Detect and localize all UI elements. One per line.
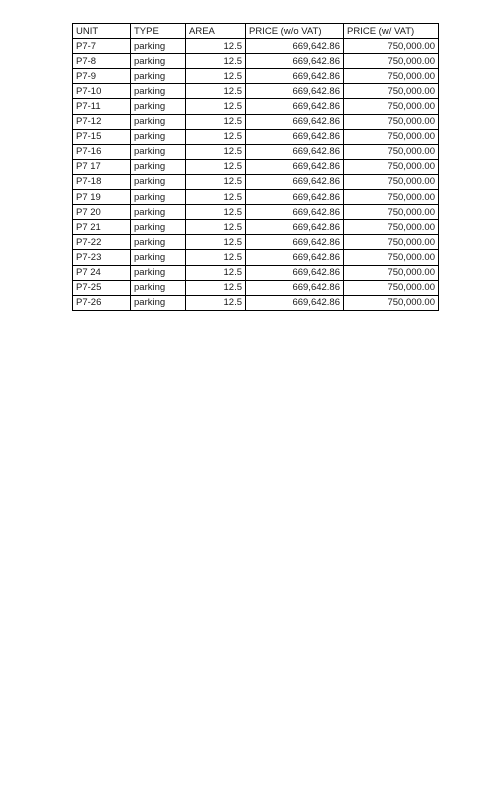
area-cell: 12.5	[186, 159, 246, 174]
type-cell: parking	[131, 265, 186, 280]
area-cell: 12.5	[186, 280, 246, 295]
area-cell: 12.5	[186, 190, 246, 205]
unit-cell: P7-25	[73, 280, 131, 295]
type-cell: parking	[131, 39, 186, 54]
price-without-vat-cell: 669,642.86	[246, 295, 344, 310]
table-row	[73, 280, 439, 295]
price-without-vat-cell: 669,642.86	[246, 114, 344, 129]
unit-cell: P7-23	[73, 250, 131, 265]
table-row	[73, 295, 439, 310]
area-cell: 12.5	[186, 250, 246, 265]
price-without-vat-cell: 669,642.86	[246, 84, 344, 99]
price-with-vat-cell: 750,000.00	[344, 280, 439, 295]
header-unit: UNIT	[73, 24, 131, 39]
area-cell: 12.5	[186, 54, 246, 69]
price-with-vat-cell: 750,000.00	[344, 205, 439, 220]
unit-cell: P7-9	[73, 69, 131, 84]
type-cell: parking	[131, 99, 186, 114]
area-cell: 12.5	[186, 129, 246, 144]
price-with-vat-cell: 750,000.00	[344, 220, 439, 235]
table-row	[73, 114, 439, 129]
type-cell: parking	[131, 205, 186, 220]
type-cell: parking	[131, 114, 186, 129]
table-row	[73, 250, 439, 265]
price-without-vat-cell: 669,642.86	[246, 205, 344, 220]
type-cell: parking	[131, 84, 186, 99]
unit-cell: P7-16	[73, 144, 131, 159]
table-row	[73, 159, 439, 174]
price-without-vat-cell: 669,642.86	[246, 174, 344, 189]
table-row	[73, 220, 439, 235]
type-cell: parking	[131, 220, 186, 235]
price-without-vat-cell: 669,642.86	[246, 54, 344, 69]
area-cell: 12.5	[186, 295, 246, 310]
price-without-vat-cell: 669,642.86	[246, 190, 344, 205]
header-type: TYPE	[131, 24, 186, 39]
document-page	[72, 23, 439, 311]
type-cell: parking	[131, 54, 186, 69]
unit-cell: P7 20	[73, 205, 131, 220]
header-area: AREA	[186, 24, 246, 39]
price-without-vat-cell: 669,642.86	[246, 99, 344, 114]
unit-cell: P7-15	[73, 129, 131, 144]
unit-cell: P7-11	[73, 99, 131, 114]
table-row	[73, 174, 439, 189]
price-with-vat-cell: 750,000.00	[344, 265, 439, 280]
unit-cell: P7 24	[73, 265, 131, 280]
price-with-vat-cell: 750,000.00	[344, 99, 439, 114]
table-row	[73, 69, 439, 84]
area-cell: 12.5	[186, 265, 246, 280]
table-body	[73, 39, 439, 311]
table-row	[73, 190, 439, 205]
type-cell: parking	[131, 174, 186, 189]
area-cell: 12.5	[186, 174, 246, 189]
table-row	[73, 144, 439, 159]
price-with-vat-cell: 750,000.00	[344, 159, 439, 174]
price-with-vat-cell: 750,000.00	[344, 39, 439, 54]
unit-cell: P7 17	[73, 159, 131, 174]
price-with-vat-cell: 750,000.00	[344, 84, 439, 99]
price-without-vat-cell: 669,642.86	[246, 235, 344, 250]
area-cell: 12.5	[186, 114, 246, 129]
header-price-without-vat: PRICE (w/o VAT)	[246, 24, 344, 39]
price-with-vat-cell: 750,000.00	[344, 174, 439, 189]
type-cell: parking	[131, 159, 186, 174]
type-cell: parking	[131, 190, 186, 205]
price-without-vat-cell: 669,642.86	[246, 265, 344, 280]
price-with-vat-cell: 750,000.00	[344, 235, 439, 250]
unit-cell: P7-12	[73, 114, 131, 129]
price-without-vat-cell: 669,642.86	[246, 144, 344, 159]
type-cell: parking	[131, 250, 186, 265]
unit-cell: P7-7	[73, 39, 131, 54]
unit-cell: P7 19	[73, 190, 131, 205]
unit-cell: P7-10	[73, 84, 131, 99]
price-without-vat-cell: 669,642.86	[246, 159, 344, 174]
type-cell: parking	[131, 295, 186, 310]
price-with-vat-cell: 750,000.00	[344, 129, 439, 144]
area-cell: 12.5	[186, 235, 246, 250]
area-cell: 12.5	[186, 144, 246, 159]
area-cell: 12.5	[186, 220, 246, 235]
unit-cell: P7-22	[73, 235, 131, 250]
table-row	[73, 99, 439, 114]
table-row	[73, 265, 439, 280]
table-row	[73, 235, 439, 250]
type-cell: parking	[131, 280, 186, 295]
area-cell: 12.5	[186, 69, 246, 84]
price-with-vat-cell: 750,000.00	[344, 190, 439, 205]
price-without-vat-cell: 669,642.86	[246, 39, 344, 54]
type-cell: parking	[131, 69, 186, 84]
unit-cell: P7-26	[73, 295, 131, 310]
price-without-vat-cell: 669,642.86	[246, 129, 344, 144]
area-cell: 12.5	[186, 84, 246, 99]
table-row	[73, 205, 439, 220]
area-cell: 12.5	[186, 39, 246, 54]
table-row	[73, 39, 439, 54]
header-price-with-vat: PRICE (w/ VAT)	[344, 24, 439, 39]
area-cell: 12.5	[186, 99, 246, 114]
price-with-vat-cell: 750,000.00	[344, 54, 439, 69]
price-with-vat-cell: 750,000.00	[344, 69, 439, 84]
price-without-vat-cell: 669,642.86	[246, 280, 344, 295]
type-cell: parking	[131, 144, 186, 159]
area-cell: 12.5	[186, 205, 246, 220]
table-row	[73, 54, 439, 69]
price-with-vat-cell: 750,000.00	[344, 250, 439, 265]
price-without-vat-cell: 669,642.86	[246, 69, 344, 84]
unit-cell: P7 21	[73, 220, 131, 235]
price-with-vat-cell: 750,000.00	[344, 144, 439, 159]
table-header-row	[73, 24, 439, 39]
type-cell: parking	[131, 235, 186, 250]
units-table	[72, 23, 439, 311]
table-row	[73, 129, 439, 144]
price-without-vat-cell: 669,642.86	[246, 220, 344, 235]
price-with-vat-cell: 750,000.00	[344, 295, 439, 310]
price-with-vat-cell: 750,000.00	[344, 114, 439, 129]
type-cell: parking	[131, 129, 186, 144]
unit-cell: P7-18	[73, 174, 131, 189]
price-without-vat-cell: 669,642.86	[246, 250, 344, 265]
unit-cell: P7-8	[73, 54, 131, 69]
table-row	[73, 84, 439, 99]
